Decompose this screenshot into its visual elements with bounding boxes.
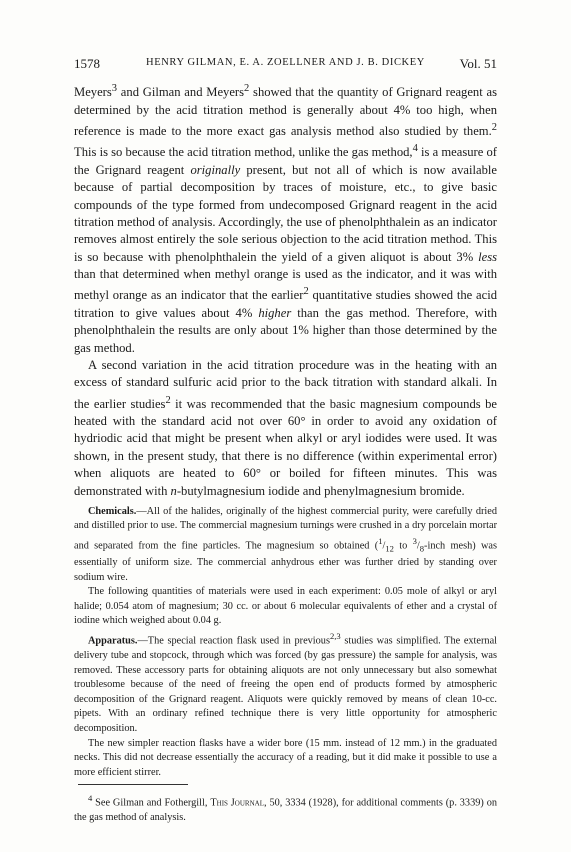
footnote-marker: 4 [412, 143, 418, 155]
page-number: 1578 [74, 56, 100, 71]
footnote-marker: 4 [88, 793, 93, 804]
section-heading-chemicals: Chemicals. [88, 505, 137, 517]
paragraph-reaction-flasks: The new simpler reaction flasks have a wider bore (15 mm. instead of 12 mm.) in the graduated necks. This did not decrease essentially the accuracy of a reading, but it did make it possible to use a more efficient stirrer. [74, 737, 497, 778]
citation-superscript: 2,3 [329, 631, 341, 642]
paragraph-apparatus: Apparatus.—The special reaction flask used in previous$^{2,3}$ studies was simplified. The external delivery tube and stopcock, through which was forced (by gas pressure) the sample for analysis, was removed. These accessory parts for obtaining aliquots are not only unnecessary but also somewhat troublesome because of the need of freeing the open end of products formed by atmospheric decomposition of the Grignard reagent. Aliquots were quickly removed by means of clean 10-cc. pipets. With an ordinary refined technique there is very little opportunity for atmospheric decomposition. [74, 631, 497, 735]
paragraph-quantities: The following quantities of materials were used in each experiment: 0.05 mole of alkyl or aryl halide; 0.054 atom of magnesium; 30 cc. or about 6 molecular equivalents of ether and a crystal of iodine which weighed about 0.04 g. [74, 586, 497, 627]
citation-superscript: 2 [303, 286, 309, 298]
article-body [74, 80, 497, 826]
footnote: $^4$ See Gilman and Fothergill, This Journal, 50, 3334 (1928), for additional comments (p. 3339) on the gas method of analysis. [74, 793, 497, 824]
citation-superscript: 3 [111, 83, 118, 94]
citation-superscript: 2 [491, 121, 497, 133]
citation-superscript: 2 [244, 83, 250, 94]
paragraph-chemicals: Chemicals.—All of the halides, originally of the highest commercial purity, were carefully dried and distilled prior to use. The commercial magnesium turnings were crushed in a dry porcelain mortar and separated from the fine particles. The magnesium so obtained ($^1/_{12}$ to $^3/_8$-inch mesh) was essentially of uniform size. The commercial anhydrous ether was further dried by standing over sodium wire. [74, 505, 497, 583]
paragraph-acid-titration-variation: A second variation in the acid titration procedure was in the heating with an excess of standard sulfuric acid prior to the back titration with standard alkali. In the earlier studies$^2$ it was recommended that the basic magnesium compounds be heated with the standard acid not over 60° in order to avoid any oxidation of hydriodic acid that might be present when alkyl or aryl iodides were used. It was shown, in the present study, that there is no difference (within experimental error) when aliquots are heated to 60° or boiled for fifteen minutes. This was demonstrated with n-butylmagnesium iodide and phenylmagnesium bromide. [74, 357, 497, 498]
section-heading-apparatus: Apparatus. [88, 635, 138, 647]
running-header [74, 56, 497, 74]
running-head-authors: HENRY GILMAN, E. A. ZOELLNER AND J. B. DICKEY [146, 57, 425, 68]
citation-superscript: 2 [165, 394, 171, 406]
volume-label: Vol. 51 [459, 56, 497, 71]
paragraph-grignard-comparison: Meyers$^3$ and Gilman and Meyers$^2$ showed that the quantity of Grignard reagent as determined by the acid titration method is generally about 4% too high, when reference is made to the more exact gas analysis method also studied by them.$^2$ This is so because the acid titration method, unlike the gas method,$^4$ is a measure of the Grignard reagent originally present, but not all of which is now available because of partial decomposition by traces of moisture, etc., to give basic compounds of the type formed from undecomposed Grignard reagent in the acid titration method of analysis. Accordingly, the use of phenolphthalein as an indicator removes almost entirely the sole serious objection to the acid titration method. This is so because with phenolphthalein the yield of a given aliquot is about 3% less than that determined when methyl orange is used as the indicator, and it was with methyl orange as an indicator that the earlier$^2$ quantitative studies showed the acid titration to give values about 4% higher than the gas method. Therefore, with phenolphthalein the results are only about 1% higher than those determined by the gas method. [74, 83, 498, 355]
footnote-divider [78, 784, 188, 785]
